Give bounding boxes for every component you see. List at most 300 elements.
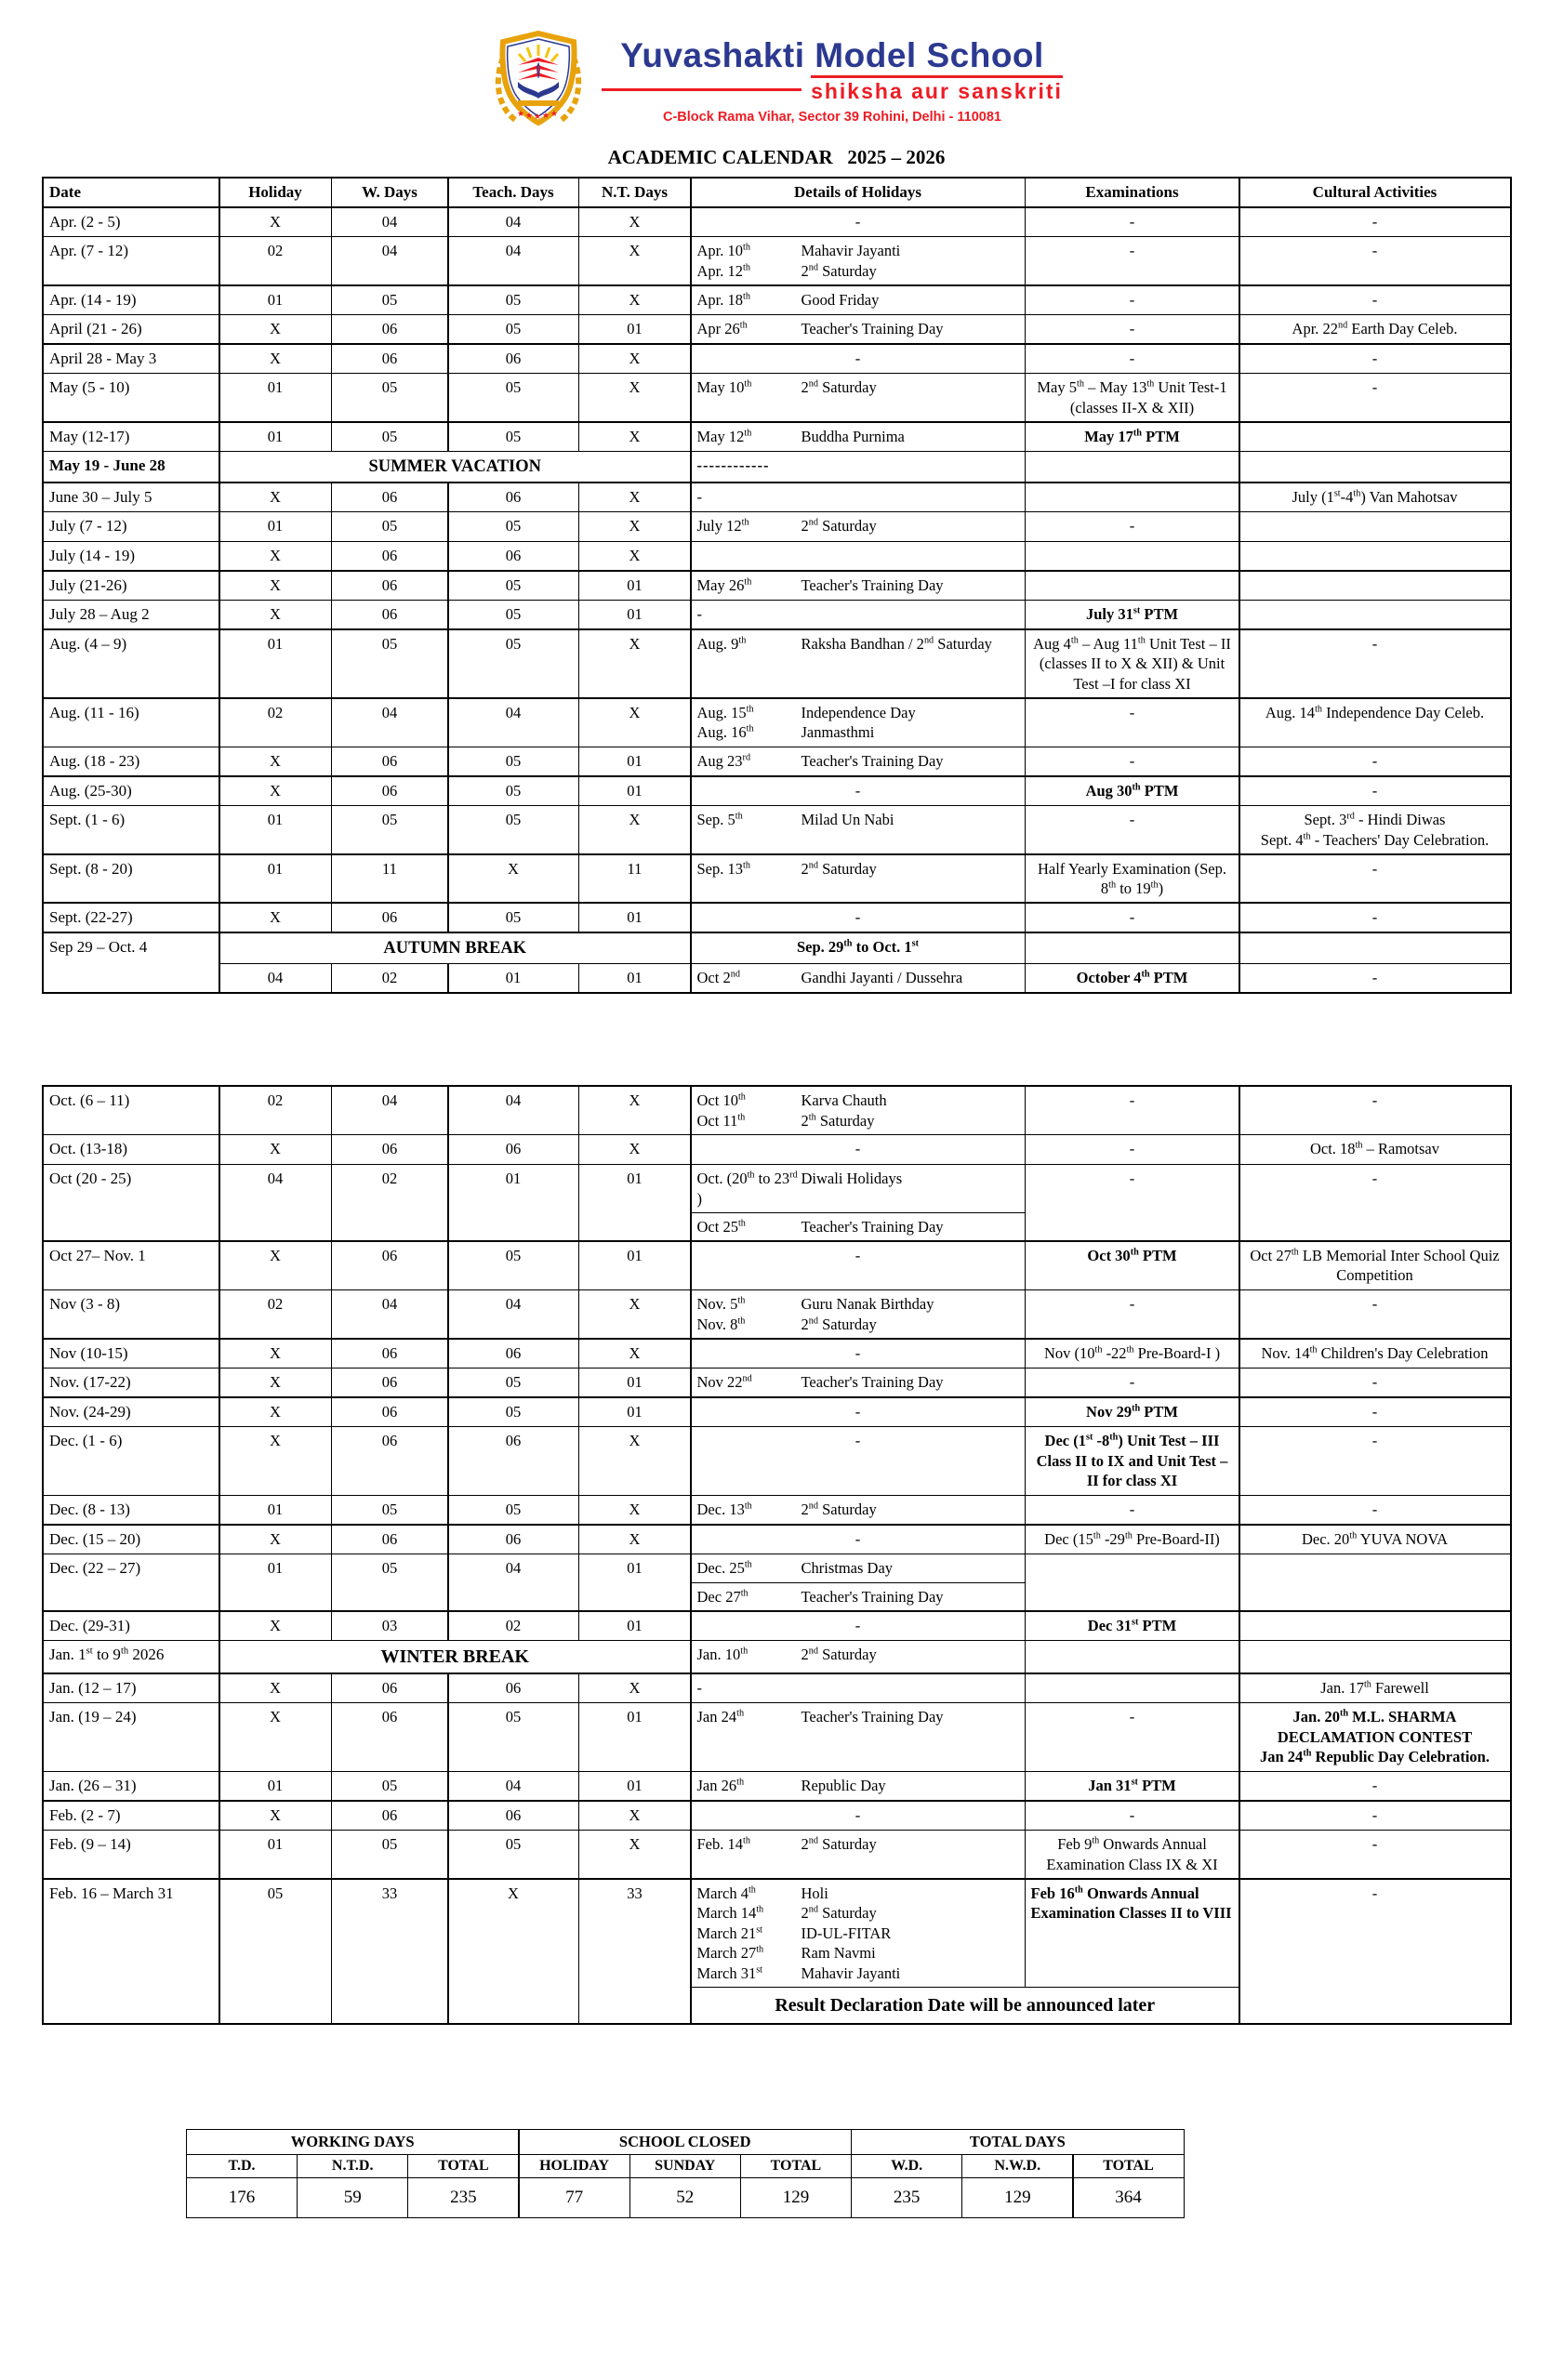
holiday-cell: X bbox=[220, 315, 331, 343]
details-cell: - bbox=[692, 904, 1025, 932]
holiday-cell: X bbox=[220, 208, 331, 236]
holiday-cell: X bbox=[220, 483, 331, 511]
working-days-cell: 06 bbox=[332, 1340, 447, 1368]
date-cell: June 30 – July 5 bbox=[44, 483, 219, 511]
date-cell: Dec. (1 - 6) bbox=[44, 1427, 219, 1494]
working-days-cell: 05 bbox=[332, 374, 447, 421]
nonteaching-days-cell: X bbox=[579, 542, 690, 570]
examinations-cell: - bbox=[1026, 1290, 1239, 1338]
nonteaching-days-cell: X bbox=[579, 1087, 690, 1134]
cultural-cell bbox=[1240, 423, 1510, 451]
details-cell: March 4th Holi March 14th 2nd Saturday March 21st ID-UL-FITAR March 27th Ram Navmi March 31st Mahavir Jayanti bbox=[696, 1884, 901, 1982]
teaching-days-cell: 04 bbox=[449, 237, 578, 284]
date-cell: Nov. (24-29) bbox=[44, 1398, 219, 1426]
summary-col-header: TOTAL bbox=[741, 2155, 851, 2177]
details-cell: - bbox=[692, 1674, 1025, 1702]
teaching-days-cell: 05 bbox=[449, 374, 578, 421]
nonteaching-days-cell: X bbox=[579, 237, 690, 284]
examinations-cell bbox=[1026, 1641, 1239, 1673]
nonteaching-days-cell: X bbox=[579, 1802, 690, 1830]
working-days-cell: 06 bbox=[332, 1398, 447, 1426]
working-days-cell: 06 bbox=[332, 345, 447, 373]
details-exam-combo bbox=[692, 1880, 1239, 2023]
holiday-cell: X bbox=[220, 572, 331, 600]
nonteaching-days-cell: 01 bbox=[579, 904, 690, 932]
date-cell: May (12-17) bbox=[44, 423, 219, 451]
nonteaching-days-cell: X bbox=[579, 699, 690, 747]
cultural-cell: - bbox=[1240, 1772, 1510, 1800]
details-cell: May 12th Buddha Purnima bbox=[692, 423, 1025, 451]
working-days-cell: 05 bbox=[332, 806, 447, 853]
working-days-cell: 06 bbox=[332, 483, 447, 511]
details-cell: - bbox=[692, 1526, 1025, 1554]
nonteaching-days-cell: 01 bbox=[579, 777, 690, 805]
holiday-cell: X bbox=[220, 777, 331, 805]
details-cell: - bbox=[692, 1398, 1025, 1426]
examinations-cell: - bbox=[1026, 747, 1239, 775]
cultural-cell: Jan. 17th Farewell bbox=[1240, 1674, 1510, 1702]
working-days-cell: 05 bbox=[332, 1772, 447, 1800]
date-cell: July (14 - 19) bbox=[44, 542, 219, 570]
date-cell: Aug. (25-30) bbox=[44, 777, 219, 805]
nonteaching-days-cell: 01 bbox=[579, 601, 690, 628]
details-cell: Apr. 10th Mahavir Jayanti Apr. 12th 2nd Saturday bbox=[692, 237, 1025, 284]
details-cell: Nov. 5th Guru Nanak Birthday Nov. 8th 2nd Saturday bbox=[692, 1290, 1025, 1338]
date-cell: May (5 - 10) bbox=[44, 374, 219, 421]
working-days-cell: 06 bbox=[332, 904, 447, 932]
working-days-cell: 02 bbox=[332, 1165, 447, 1240]
cultural-cell: - bbox=[1240, 237, 1510, 284]
cultural-cell: Oct. 18th – Ramotsav bbox=[1240, 1135, 1510, 1163]
date-cell: Apr. (14 - 19) bbox=[44, 286, 219, 314]
details-cell: Apr. 18th Good Friday bbox=[692, 286, 1025, 314]
date-cell: May 19 - June 28 bbox=[44, 452, 219, 482]
nonteaching-days-cell: X bbox=[579, 345, 690, 373]
teaching-days-cell: 04 bbox=[449, 1772, 578, 1800]
nonteaching-days-cell: X bbox=[579, 1831, 690, 1878]
teaching-days-cell: 04 bbox=[449, 699, 578, 747]
teaching-days-cell: 05 bbox=[449, 630, 578, 697]
working-days-cell: 05 bbox=[332, 1496, 447, 1524]
teaching-days-cell: X bbox=[449, 855, 578, 903]
cultural-cell: - bbox=[1240, 777, 1510, 805]
details-cell: Oct 2nd Gandhi Jayanti / Dussehra bbox=[692, 964, 1025, 992]
examinations-cell: - bbox=[1026, 1496, 1239, 1524]
working-days-cell: 06 bbox=[332, 1427, 447, 1494]
nonteaching-days-cell: X bbox=[579, 1674, 690, 1702]
date-cell: Jan. (12 – 17) bbox=[44, 1674, 219, 1702]
teaching-days-cell: 06 bbox=[449, 1674, 578, 1702]
academic-calendar bbox=[42, 177, 1511, 2025]
examinations-cell: Feb 9th Onwards Annual Examination Class IX & XI bbox=[1026, 1831, 1239, 1878]
details-cell: - bbox=[692, 345, 1025, 373]
working-days-cell: 06 bbox=[332, 542, 447, 570]
cultural-cell: Jan. 20th M.L. SHARMA DECLAMATION CONTEST Jan 24th Republic Day Celebration. bbox=[1240, 1703, 1510, 1770]
date-cell: Aug. (11 - 16) bbox=[44, 699, 219, 747]
working-days-cell: 06 bbox=[332, 572, 447, 600]
working-days-cell: 04 bbox=[332, 1290, 447, 1338]
summary-value: 129 bbox=[962, 2178, 1072, 2217]
examinations-cell: - bbox=[1026, 699, 1239, 747]
svg-text:★: ★ bbox=[517, 110, 525, 119]
cultural-cell: - bbox=[1240, 1831, 1510, 1878]
teaching-days-cell: 05 bbox=[449, 1242, 578, 1289]
cultural-cell bbox=[1240, 1554, 1510, 1610]
examinations-cell bbox=[1026, 933, 1239, 963]
details-cell: - bbox=[692, 777, 1025, 805]
cultural-cell: - bbox=[1240, 964, 1510, 992]
date-cell: Dec. (22 – 27) bbox=[44, 1554, 219, 1610]
date-cell: Oct (20 - 25) bbox=[44, 1165, 219, 1240]
svg-text:★: ★ bbox=[542, 112, 550, 121]
date-cell: April 28 - May 3 bbox=[44, 345, 219, 373]
details-cell bbox=[692, 542, 1025, 570]
summary-value: 59 bbox=[298, 2178, 407, 2217]
teaching-days-cell: 05 bbox=[449, 1368, 578, 1396]
summary-col-header: N.W.D. bbox=[962, 2155, 1072, 2177]
summary-group-title: SCHOOL CLOSED bbox=[520, 2130, 851, 2154]
examinations-cell: May 17th PTM bbox=[1026, 423, 1239, 451]
cultural-cell bbox=[1240, 601, 1510, 628]
nonteaching-days-cell: 01 bbox=[579, 1242, 690, 1289]
teaching-days-cell: 05 bbox=[449, 1831, 578, 1878]
working-days-cell: 06 bbox=[332, 1368, 447, 1396]
summary-group-title: WORKING DAYS bbox=[187, 2130, 518, 2154]
holiday-cell: 01 bbox=[220, 630, 331, 697]
nonteaching-days-cell: 01 bbox=[579, 572, 690, 600]
date-cell: July 28 – Aug 2 bbox=[44, 601, 219, 628]
details-cell: - bbox=[692, 601, 1025, 628]
cultural-cell: - bbox=[1240, 1496, 1510, 1524]
nonteaching-days-cell: 01 bbox=[579, 1165, 690, 1240]
nonteaching-days-cell: X bbox=[579, 483, 690, 511]
nonteaching-days-cell: 01 bbox=[579, 1368, 690, 1396]
date-cell: Nov (10-15) bbox=[44, 1340, 219, 1368]
cultural-cell bbox=[1240, 572, 1510, 600]
holiday-cell: X bbox=[220, 542, 331, 570]
working-days-cell: 06 bbox=[332, 1135, 447, 1163]
working-days-cell: 02 bbox=[332, 964, 447, 992]
nonteaching-days-cell: 01 bbox=[579, 964, 690, 992]
summary-value: 129 bbox=[741, 2178, 851, 2217]
cultural-cell: - bbox=[1240, 208, 1510, 236]
cultural-cell: Dec. 20th YUVA NOVA bbox=[1240, 1526, 1510, 1554]
working-days-cell: 05 bbox=[332, 630, 447, 697]
date-cell: July (7 - 12) bbox=[44, 512, 219, 540]
column-header: N.T. Days bbox=[579, 178, 690, 206]
svg-text:★: ★ bbox=[550, 110, 559, 119]
examinations-cell bbox=[1026, 452, 1239, 482]
working-days-cell: 04 bbox=[332, 208, 447, 236]
cultural-cell bbox=[1240, 933, 1510, 963]
details-cell: - bbox=[692, 1427, 1025, 1494]
date-cell: Dec. (15 – 20) bbox=[44, 1526, 219, 1554]
teaching-days-cell: 05 bbox=[449, 286, 578, 314]
working-days-cell: 06 bbox=[332, 1242, 447, 1289]
date-cell: Oct. (13-18) bbox=[44, 1135, 219, 1163]
examinations-cell bbox=[1026, 483, 1239, 511]
teaching-days-cell: 06 bbox=[449, 542, 578, 570]
holiday-cell: X bbox=[220, 1802, 331, 1830]
cultural-cell bbox=[1240, 1612, 1510, 1640]
teaching-days-cell: 05 bbox=[449, 512, 578, 540]
calendar-section-1 bbox=[42, 177, 1512, 994]
date-cell: Dec. (29-31) bbox=[44, 1612, 219, 1640]
details-cell: Sep. 29th to Oct. 1st bbox=[692, 933, 1025, 963]
date-cell: Jan. (26 – 31) bbox=[44, 1772, 219, 1800]
examinations-cell: - bbox=[1026, 1135, 1239, 1163]
summary-value: 52 bbox=[630, 2178, 740, 2217]
nonteaching-days-cell: 33 bbox=[579, 1880, 690, 2023]
cultural-cell: - bbox=[1240, 286, 1510, 314]
column-header: W. Days bbox=[332, 178, 447, 206]
summary-value: 77 bbox=[520, 2178, 629, 2217]
holiday-cell: X bbox=[220, 747, 331, 775]
holiday-cell: 04 bbox=[220, 1165, 331, 1240]
holiday-cell: 05 bbox=[220, 1880, 331, 2023]
details-cell: - bbox=[692, 483, 1025, 511]
details-cell: May 10th 2nd Saturday bbox=[692, 374, 1025, 421]
details-cell: Oct. (20th to 23rd ) Diwali Holidays Oct 25th Teacher's Training Day bbox=[692, 1165, 1025, 1240]
working-days-cell: 06 bbox=[332, 777, 447, 805]
vacation-label: AUTUMN BREAK bbox=[220, 933, 691, 963]
teaching-days-cell: 05 bbox=[449, 572, 578, 600]
cultural-cell: Apr. 22nd Earth Day Celeb. bbox=[1240, 315, 1510, 343]
nonteaching-days-cell: X bbox=[579, 1526, 690, 1554]
cultural-cell: - bbox=[1240, 1087, 1510, 1134]
examinations-cell: - bbox=[1026, 1165, 1239, 1240]
nonteaching-days-cell: X bbox=[579, 1340, 690, 1368]
working-days-cell: 05 bbox=[332, 512, 447, 540]
teaching-days-cell: 06 bbox=[449, 1135, 578, 1163]
working-days-cell: 05 bbox=[332, 423, 447, 451]
nonteaching-days-cell: X bbox=[579, 806, 690, 853]
working-days-cell: 06 bbox=[332, 601, 447, 628]
holiday-cell: 01 bbox=[220, 855, 331, 903]
examinations-cell: Oct 30th PTM bbox=[1026, 1242, 1239, 1289]
column-header: Details of Holidays bbox=[692, 178, 1025, 206]
cultural-cell: - bbox=[1240, 1427, 1510, 1494]
working-days-cell: 04 bbox=[332, 237, 447, 284]
teaching-days-cell: 04 bbox=[449, 1087, 578, 1134]
examinations-cell: - bbox=[1026, 512, 1239, 540]
examinations-cell: - bbox=[1026, 237, 1239, 284]
examinations-cell: - bbox=[1026, 1368, 1239, 1396]
holiday-cell: X bbox=[220, 1526, 331, 1554]
holiday-cell: X bbox=[220, 1703, 331, 1770]
nonteaching-days-cell: X bbox=[579, 374, 690, 421]
nonteaching-days-cell: X bbox=[579, 208, 690, 236]
details-cell: Dec. 25th Christmas Day Dec 27th Teacher's Training Day bbox=[692, 1554, 1025, 1610]
working-days-cell: 05 bbox=[332, 1831, 447, 1878]
nonteaching-days-cell: 01 bbox=[579, 1398, 690, 1426]
summary-col-header: W.D. bbox=[852, 2155, 961, 2177]
cultural-cell: - bbox=[1240, 1290, 1510, 1338]
working-days-cell: 03 bbox=[332, 1612, 447, 1640]
teaching-days-cell: 06 bbox=[449, 1427, 578, 1494]
column-header: Holiday bbox=[220, 178, 331, 206]
column-header: Teach. Days bbox=[449, 178, 578, 206]
teaching-days-cell: 05 bbox=[449, 1703, 578, 1770]
cultural-cell: - bbox=[1240, 345, 1510, 373]
details-cell: Jan. 10th 2nd Saturday bbox=[692, 1641, 1025, 1673]
details-cell: Nov 22nd Teacher's Training Day bbox=[692, 1368, 1025, 1396]
examinations-cell bbox=[1026, 542, 1239, 570]
date-cell: Jan. (19 – 24) bbox=[44, 1703, 219, 1770]
teaching-days-cell: 05 bbox=[449, 423, 578, 451]
teaching-days-cell: 06 bbox=[449, 345, 578, 373]
school-header bbox=[490, 0, 1063, 133]
teaching-days-cell: 06 bbox=[449, 1802, 578, 1830]
examinations-cell: Jan 31st PTM bbox=[1026, 1772, 1239, 1800]
holiday-cell: 02 bbox=[220, 1087, 331, 1134]
teaching-days-cell: 06 bbox=[449, 483, 578, 511]
working-days-cell: 06 bbox=[332, 747, 447, 775]
examinations-cell: July 31st PTM bbox=[1026, 601, 1239, 628]
details-cell: Jan 24th Teacher's Training Day bbox=[692, 1703, 1025, 1770]
nonteaching-days-cell: X bbox=[579, 630, 690, 697]
examinations-cell: Dec (1st -8th) Unit Test – III Class II to IX and Unit Test – II for class XI bbox=[1026, 1427, 1239, 1494]
holiday-cell: X bbox=[220, 345, 331, 373]
details-cell: Aug 23rd Teacher's Training Day bbox=[692, 747, 1025, 775]
cultural-cell: July (1st-4th) Van Mahotsav bbox=[1240, 483, 1510, 511]
examinations-cell: October 4th PTM bbox=[1026, 964, 1239, 992]
holiday-cell: 02 bbox=[220, 699, 331, 747]
teaching-days-cell: 05 bbox=[449, 601, 578, 628]
totals-table bbox=[186, 2129, 1185, 2218]
cultural-cell: Aug. 14th Independence Day Celeb. bbox=[1240, 699, 1510, 747]
cultural-cell bbox=[1240, 452, 1510, 482]
date-cell: Sept. (22-27) bbox=[44, 904, 219, 932]
nonteaching-days-cell: X bbox=[579, 1290, 690, 1338]
teaching-days-cell: 02 bbox=[449, 1612, 578, 1640]
details-cell: July 12th 2nd Saturday bbox=[692, 512, 1025, 540]
working-days-cell: 05 bbox=[332, 286, 447, 314]
working-days-cell: 11 bbox=[332, 855, 447, 903]
date-cell: Aug. (4 – 9) bbox=[44, 630, 219, 697]
holiday-cell: X bbox=[220, 1242, 331, 1289]
date-cell: Oct. (6 – 11) bbox=[44, 1087, 219, 1134]
teaching-days-cell: 05 bbox=[449, 315, 578, 343]
holiday-cell: 01 bbox=[220, 1772, 331, 1800]
working-days-cell: 06 bbox=[332, 1674, 447, 1702]
school-name: Yuvashakti Model School bbox=[620, 35, 1044, 74]
holiday-cell: X bbox=[220, 1612, 331, 1640]
holiday-cell: 02 bbox=[220, 237, 331, 284]
examinations-cell: - bbox=[1026, 1087, 1239, 1134]
holiday-cell: 01 bbox=[220, 806, 331, 853]
working-days-cell: 06 bbox=[332, 1802, 447, 1830]
details-cell: ------------ bbox=[692, 452, 1025, 482]
working-days-cell: 04 bbox=[332, 1087, 447, 1134]
date-cell: Feb. 16 – March 31 bbox=[44, 1880, 219, 2023]
teaching-days-cell: 01 bbox=[449, 964, 578, 992]
summary-value: 235 bbox=[408, 2178, 518, 2217]
examinations-cell: - bbox=[1026, 806, 1239, 853]
examinations-cell: Aug 30th PTM bbox=[1026, 777, 1239, 805]
svg-text:★: ★ bbox=[534, 112, 542, 122]
details-cell: - bbox=[692, 208, 1025, 236]
page-title: ACADEMIC CALENDAR 2025 – 2026 bbox=[607, 146, 946, 168]
cultural-cell bbox=[1240, 512, 1510, 540]
holiday-cell: X bbox=[220, 1674, 331, 1702]
details-cell: - bbox=[692, 1612, 1025, 1640]
holiday-cell: 01 bbox=[220, 1496, 331, 1524]
nonteaching-days-cell: X bbox=[579, 512, 690, 540]
column-header: Cultural Activities bbox=[1240, 178, 1510, 206]
date-cell: July (21-26) bbox=[44, 572, 219, 600]
summary-group-title: TOTAL DAYS bbox=[852, 2130, 1183, 2154]
details-cell: Apr 26th Teacher's Training Day bbox=[692, 315, 1025, 343]
nonteaching-days-cell: X bbox=[579, 1496, 690, 1524]
cultural-cell bbox=[1240, 1641, 1510, 1673]
vacation-label: SUMMER VACATION bbox=[220, 452, 691, 482]
date-cell: April (21 - 26) bbox=[44, 315, 219, 343]
examinations-cell: May 5th – May 13th Unit Test-1 (classes II-X & XII) bbox=[1026, 374, 1239, 421]
cultural-cell: - bbox=[1240, 1802, 1510, 1830]
summary-col-header: HOLIDAY bbox=[520, 2155, 629, 2177]
date-cell: Dec. (8 - 13) bbox=[44, 1496, 219, 1524]
nonteaching-days-cell: 01 bbox=[579, 1703, 690, 1770]
examinations-cell: - bbox=[1026, 1802, 1239, 1830]
date-cell: Sept. (1 - 6) bbox=[44, 806, 219, 853]
working-days-cell: 04 bbox=[332, 699, 447, 747]
holiday-cell: 01 bbox=[220, 423, 331, 451]
summary-value: 364 bbox=[1074, 2178, 1184, 2217]
teaching-days-cell: 05 bbox=[449, 904, 578, 932]
details-cell: Oct 10th Karva Chauth Oct 11th 2th Saturday bbox=[692, 1087, 1025, 1134]
summary-col-header: TOTAL bbox=[408, 2155, 518, 2177]
summary-col-header: SUNDAY bbox=[630, 2155, 740, 2177]
cultural-cell: - bbox=[1240, 1398, 1510, 1426]
tagline-rule bbox=[602, 88, 801, 91]
teaching-days-cell: X bbox=[449, 1880, 578, 2023]
date-cell: Aug. (18 - 23) bbox=[44, 747, 219, 775]
examinations-cell: Feb 16th Onwards Annual Examination Classes II to VIII bbox=[1025, 1880, 1239, 1987]
details-cell: - bbox=[692, 1135, 1025, 1163]
calendar-section-2 bbox=[42, 1085, 1512, 2025]
cultural-cell: - bbox=[1240, 1165, 1510, 1240]
holiday-cell: 02 bbox=[220, 1290, 331, 1338]
teaching-days-cell: 04 bbox=[449, 208, 578, 236]
nonteaching-days-cell: 01 bbox=[579, 1772, 690, 1800]
teaching-days-cell: 01 bbox=[449, 1165, 578, 1240]
details-cell: Sep. 5th Milad Un Nabi bbox=[692, 806, 1025, 853]
examinations-cell: - bbox=[1026, 345, 1239, 373]
summary-col-header: N.T.D. bbox=[298, 2155, 407, 2177]
date-cell: Sep 29 – Oct. 4 bbox=[44, 933, 219, 993]
holiday-cell: 01 bbox=[220, 1554, 331, 1610]
holiday-cell: 01 bbox=[220, 286, 331, 314]
nonteaching-days-cell: X bbox=[579, 1135, 690, 1163]
cultural-cell: - bbox=[1240, 855, 1510, 903]
cultural-cell: Sept. 3rd - Hindi Diwas Sept. 4th - Teachers' Day Celebration. bbox=[1240, 806, 1510, 853]
teaching-days-cell: 04 bbox=[449, 1554, 578, 1610]
examinations-cell: Dec 31st PTM bbox=[1026, 1612, 1239, 1640]
details-cell: Feb. 14th 2nd Saturday bbox=[692, 1831, 1025, 1878]
holiday-cell: X bbox=[220, 1135, 331, 1163]
holiday-cell: 04 bbox=[220, 964, 331, 992]
examinations-cell bbox=[1026, 572, 1239, 600]
cultural-cell: - bbox=[1240, 747, 1510, 775]
nonteaching-days-cell: X bbox=[579, 1427, 690, 1494]
working-days-cell: 06 bbox=[332, 315, 447, 343]
summary-value: 235 bbox=[852, 2178, 961, 2217]
examinations-cell bbox=[1026, 1674, 1239, 1702]
holiday-cell: 01 bbox=[220, 1831, 331, 1878]
working-days-cell: 05 bbox=[332, 1554, 447, 1610]
details-cell: - bbox=[692, 1802, 1025, 1830]
